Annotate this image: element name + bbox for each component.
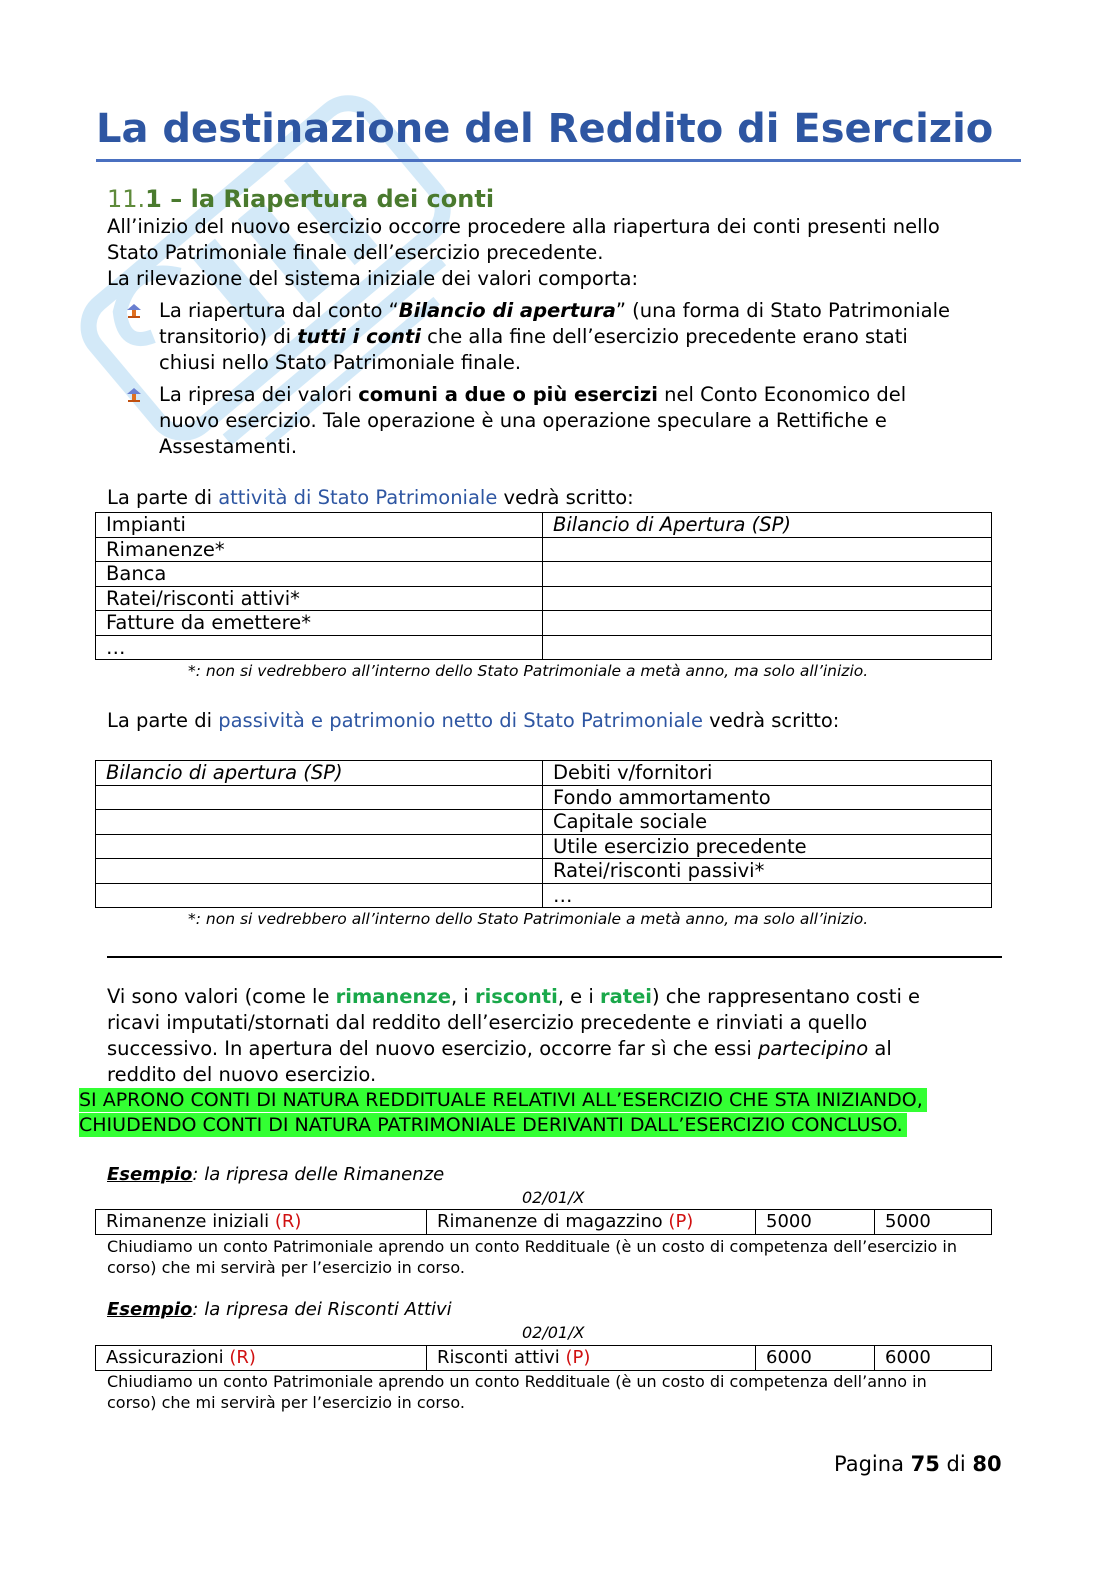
table-row <box>96 785 992 810</box>
table-cell <box>96 785 543 810</box>
highlight-line-1: SI APRONO CONTI DI NATURA REDDITUALE RELATIVI ALL’ESERCIZIO CHE STA INIZIANDO, <box>79 1088 927 1112</box>
table-cell: Ratei/risconti attivi* <box>96 586 543 611</box>
table-cell: … <box>543 883 992 908</box>
amount-credit: 6000 <box>875 1346 992 1371</box>
table-cell: Debiti v/fornitori <box>543 761 992 786</box>
bullet-icon <box>125 386 143 404</box>
table-cell: Capitale sociale <box>543 810 992 835</box>
table-cell <box>96 883 543 908</box>
bullet-icon <box>125 302 143 320</box>
table-cell <box>543 635 992 660</box>
table-cell: Utile esercizio precedente <box>543 834 992 859</box>
table-cell: Rimanenze* <box>96 537 543 562</box>
liabilities-intro: La parte di passività e patrimonio netto di Stato Patrimoniale vedrà scritto: <box>107 709 840 732</box>
intro-line-1: All’inizio del nuovo esercizio occorre procedere alla riapertura dei conti presenti nello <box>107 215 940 238</box>
table-cell: Fondo ammortamento <box>543 785 992 810</box>
table-row <box>96 537 992 562</box>
table-row <box>96 761 992 786</box>
values-line-4: reddito del nuovo esercizio. <box>107 1063 377 1086</box>
table-row <box>96 562 992 587</box>
table-cell <box>543 586 992 611</box>
table-row <box>96 635 992 660</box>
example-1-table <box>95 1209 992 1235</box>
amount-credit: 5000 <box>875 1210 992 1235</box>
table-row <box>96 513 992 538</box>
assets-footnote: *: non si vedrebbero all’interno dello Stato Patrimoniale a metà anno, ma solo all’inizio. <box>188 662 869 680</box>
example-1-title: Esempio: la ripresa delle Rimanenze <box>107 1164 445 1185</box>
table-cell: … <box>96 635 543 660</box>
table-cell <box>543 537 992 562</box>
table-cell: Fatture da emettere* <box>96 611 543 636</box>
amount-debit: 5000 <box>756 1210 875 1235</box>
table-cell: Banca <box>96 562 543 587</box>
amount-debit: 6000 <box>756 1346 875 1371</box>
example-1-note-1: Chiudiamo un conto Patrimoniale aprendo un conto Reddituale (è un costo di competenza dell’esercizio in <box>107 1237 958 1256</box>
bullet-1-line-3: chiusi nello Stato Patrimoniale finale. <box>159 351 522 374</box>
values-line-3: successivo. In apertura del nuovo esercizio, occorre far sì che essi partecipino al <box>107 1037 892 1060</box>
example-2-note-2: corso) che mi servirà per l’esercizio in corso. <box>107 1393 465 1412</box>
debit-account: Rimanenze iniziali (R) <box>96 1210 427 1235</box>
bullet-2-line-2: nuovo esercizio. Tale operazione è una operazione speculare a Rettifiche e <box>159 409 887 432</box>
title-underline <box>96 159 1021 162</box>
bullet-2-line-3: Assestamenti. <box>159 435 298 458</box>
table-cell <box>543 611 992 636</box>
divider <box>107 956 1002 958</box>
bullet-1-line-1: La riapertura dal conto “Bilancio di apertura” (una forma di Stato Patrimoniale <box>159 299 950 322</box>
table-cell: Bilancio di Apertura (SP) <box>543 513 992 538</box>
assets-table <box>95 512 992 660</box>
example-1-note-2: corso) che mi servirà per l’esercizio in corso. <box>107 1258 465 1277</box>
table-cell: Bilancio di apertura (SP) <box>96 761 543 786</box>
values-line-1: Vi sono valori (come le rimanenze, i risconti, e i ratei) che rappresentano costi e <box>107 985 921 1008</box>
bullet-1-line-2: transitorio) di tutti i conti che alla fine dell’esercizio precedente erano stati <box>159 325 908 348</box>
table-cell: Ratei/risconti passivi* <box>543 859 992 884</box>
intro-line-2: Stato Patrimoniale finale dell’esercizio precedente. <box>107 241 604 264</box>
liabilities-table <box>95 760 992 908</box>
example-2-date: 02/01/X <box>522 1323 585 1342</box>
bullet-2-line-1: La ripresa dei valori comuni a due o più esercizi nel Conto Economico del <box>159 383 907 406</box>
debit-account: Assicurazioni (R) <box>96 1346 427 1371</box>
table-row <box>96 1210 992 1235</box>
section-heading: 11.1 – la Riapertura dei conti <box>107 185 495 213</box>
assets-intro: La parte di attività di Stato Patrimoniale vedrà scritto: <box>107 486 634 509</box>
example-2-title: Esempio: la ripresa dei Risconti Attivi <box>107 1299 452 1320</box>
example-2-note-1: Chiudiamo un conto Patrimoniale aprendo un conto Reddituale (è un costo di competenza dell’anno in <box>107 1372 927 1391</box>
example-2-table <box>95 1345 992 1371</box>
table-row <box>96 859 992 884</box>
table-row <box>96 883 992 908</box>
table-row <box>96 586 992 611</box>
page-number: Pagina 75 di 80 <box>834 1452 1002 1476</box>
table-cell: Impianti <box>96 513 543 538</box>
page-title: La destinazione del Reddito di Esercizio <box>96 106 994 152</box>
table-cell <box>96 810 543 835</box>
table-cell <box>543 562 992 587</box>
table-cell <box>96 859 543 884</box>
intro-line-3: La rilevazione del sistema iniziale dei valori comporta: <box>107 267 639 290</box>
table-row <box>96 834 992 859</box>
example-1-date: 02/01/X <box>522 1188 585 1207</box>
credit-account: Risconti attivi (P) <box>427 1346 756 1371</box>
table-row <box>96 810 992 835</box>
liabilities-footnote: *: non si vedrebbero all’interno dello Stato Patrimoniale a metà anno, ma solo all’inizio. <box>188 910 869 928</box>
credit-account: Rimanenze di magazzino (P) <box>427 1210 756 1235</box>
values-line-2: ricavi imputati/stornati dal reddito dell’esercizio precedente e rinviati a quello <box>107 1011 868 1034</box>
table-cell <box>96 834 543 859</box>
table-row <box>96 1346 992 1371</box>
highlight-line-2: CHIUDENDO CONTI DI NATURA PATRIMONIALE DERIVANTI DALL’ESERCIZIO CONCLUSO. <box>79 1113 907 1137</box>
table-row <box>96 611 992 636</box>
